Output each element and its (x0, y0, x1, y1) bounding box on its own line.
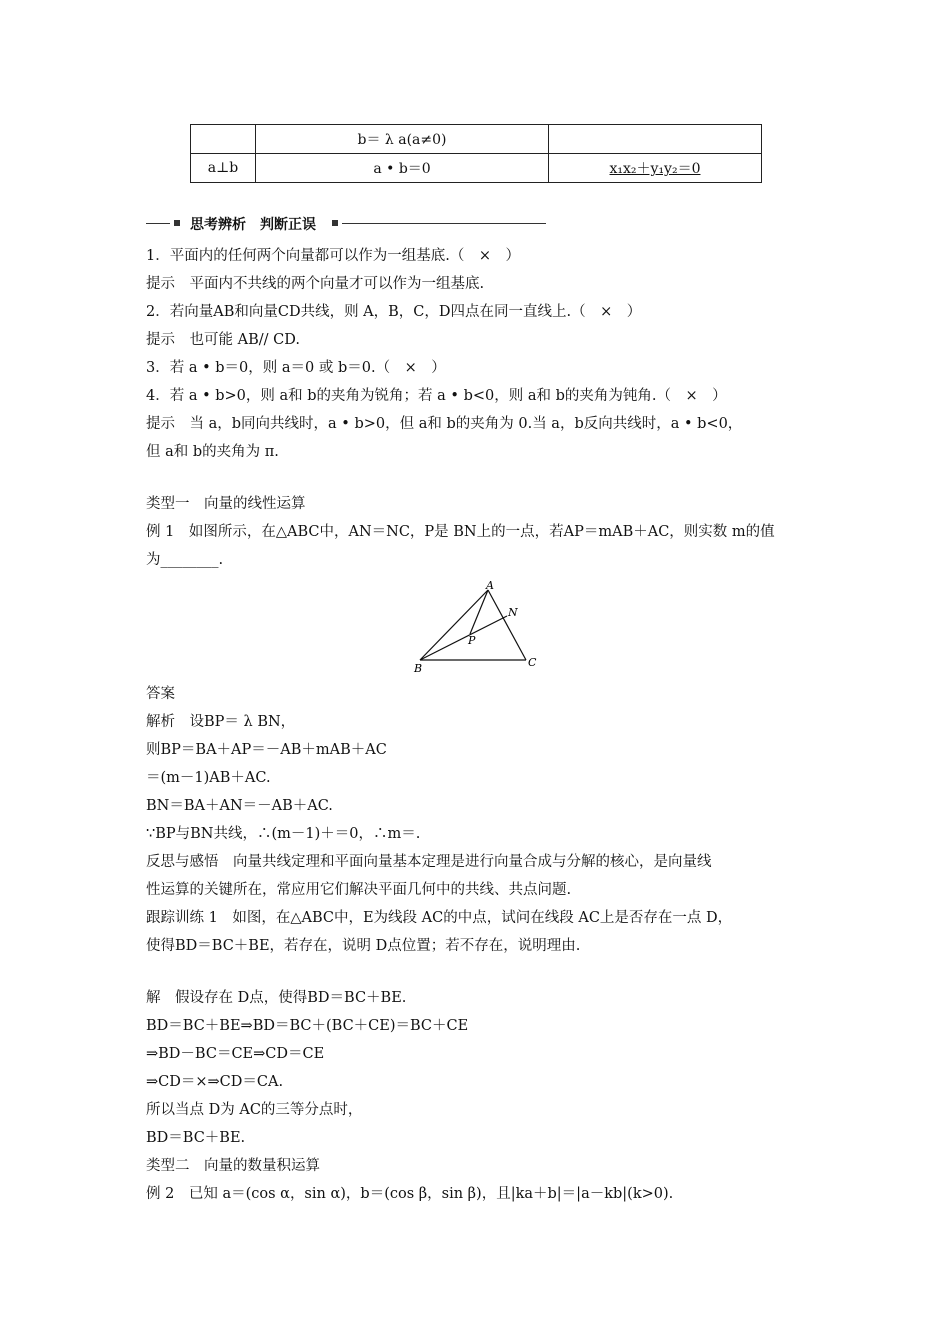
table-row (191, 125, 762, 154)
text-line: ＝(m－1)AB＋AC. (146, 770, 271, 786)
label-C: C (528, 656, 537, 669)
divider (342, 223, 546, 224)
bullet-square-icon (332, 220, 338, 226)
text-line: 反思与感悟 向量共线定理和平面向量基本定理是进行向量合成与分解的核心，是向量线 (146, 854, 712, 870)
side-AB (420, 590, 488, 660)
text-line: 则BP＝BA＋AP＝－AB＋mAB＋AC (146, 742, 387, 758)
text-line: 但 a和 b的夹角为 π. (146, 444, 279, 460)
side-AC (488, 590, 526, 660)
text-line: 3．若 a • b＝0，则 a＝0 或 b＝0.（ × ） (146, 360, 446, 376)
table-row (191, 154, 762, 183)
table-cell: a⊥b (191, 154, 256, 183)
text-line: 提示 当 a，b同向共线时，a • b>0，但 a和 b的夹角为 0.当 a，b反向共线时，a • b<0， (146, 416, 743, 432)
text-line: BD＝BC＋BE. (146, 1130, 246, 1146)
text-line: 跟踪训练 1 如图，在△ABC中，E为线段 AC的中点，试问在线段 AC上是否存在一点 D， (146, 910, 733, 926)
text-line: 4．若 a • b>0，则 a和 b的夹角为锐角；若 a • b<0，则 a和 b的夹角为钝角.（ × ） (146, 388, 727, 404)
text-line: 答案 (146, 686, 175, 702)
section-header (146, 212, 546, 234)
section-heading: 类型一 向量的线性运算 (146, 496, 306, 512)
label-B: B (414, 662, 423, 674)
text-line: BD＝BC＋BE⇒BD＝BC＋(BC＋CE)＝BC＋CE (146, 1018, 469, 1034)
text-line: 1．平面内的任何两个向量都可以作为一组基底.（ × ） (146, 248, 520, 264)
label-N: N (508, 606, 518, 619)
divider (146, 223, 170, 224)
text-line: 为________. (146, 552, 224, 568)
text-line: 例 1 如图所示，在△ABC中，AN＝NC，P是 BN上的一点，若AP＝mAB＋AC，则实数 m的值 (146, 524, 775, 540)
table-cell (191, 125, 256, 154)
section-heading: 类型二 向量的数量积运算 (146, 1158, 320, 1174)
label-P: P (468, 634, 476, 647)
text-line: 解析 设BP＝ λ BN， (146, 714, 296, 730)
text-line: ⇒CD＝×⇒CD＝CA. (146, 1074, 284, 1090)
label-A: A (486, 579, 494, 592)
vector-relation-table (190, 124, 762, 183)
text-line: 提示 也可能 AB// CD. (146, 332, 300, 348)
section-title: 思考辨析 判断正误 (190, 217, 316, 233)
text-line: 2．若向量AB和向量CD共线，则 A，B，C，D四点在同一直线上.（ × ） (146, 304, 642, 320)
text-line: BN＝BA＋AN＝－AB＋AC. (146, 798, 333, 814)
coordinate-condition: x₁x₂＋y₁y₂＝0 (609, 161, 701, 177)
text-line: ⇒BD－BC＝CE⇒CD＝CE (146, 1046, 325, 1062)
text-line: 解 假设存在 D点，使得BD＝BC＋BE. (146, 990, 407, 1006)
table-cell (549, 125, 762, 154)
segment-BN (420, 616, 507, 660)
triangle-figure (410, 578, 540, 674)
table-cell: a • b＝0 (256, 154, 549, 183)
text-line: 性运算的关键所在，常应用它们解决平面几何中的共线、共点问题. (146, 882, 572, 898)
bullet-square-icon (174, 220, 180, 226)
text-line: ∵BP与BN共线，∴(m－1)＋＝0，∴m＝. (146, 826, 421, 842)
table-cell: b＝ λ a(a≠0) (256, 125, 549, 154)
text-line: 使得BD＝BC＋BE，若存在，说明 D点位置；若不存在，说明理由. (146, 938, 581, 954)
table-cell (549, 154, 762, 183)
text-line: 所以当点 D为 AC的三等分点时， (146, 1102, 363, 1118)
text-line: 提示 平面内不共线的两个向量才可以作为一组基底. (146, 276, 485, 292)
text-line: 例 2 已知 a＝(cos α，sin α)，b＝(cos β，sin β)，且|ka＋b|＝|a－kb|(k>0). (146, 1186, 674, 1202)
